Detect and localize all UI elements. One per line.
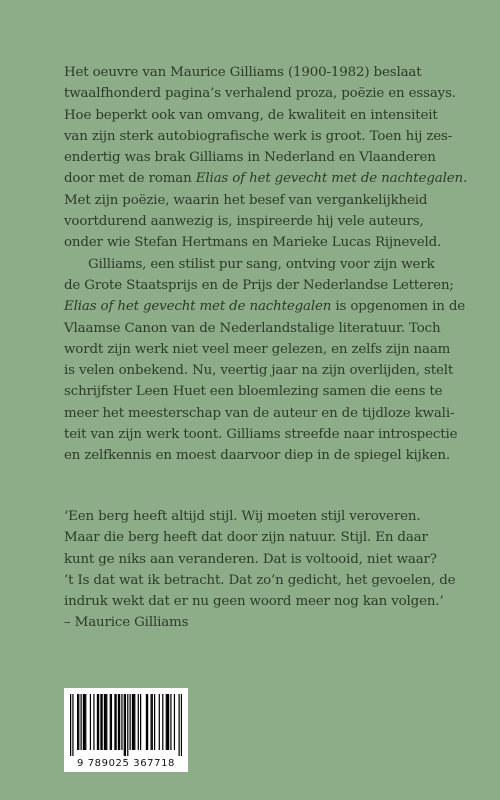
barcode-bar [166,694,167,750]
paragraph-2 [64,254,466,467]
text-line: onder wie Stefan Hertmans en Marieke Lucas Rijneveld. [64,235,442,251]
author-quote [64,506,456,634]
book-title: Elias of het gevecht met de nachtegalen [195,171,463,187]
quote-line: ‘Een berg heeft altijd stijl. Wij moeten stijl veroveren. [64,509,421,524]
barcode-bar [132,694,133,750]
text-line: endertig was brak Gilliams in Nederland en Vlaanderen [64,150,436,166]
quote-line: ’t Is dat wat ik betracht. Dat zo’n gedicht, het gevoelen, de [64,572,456,588]
barcode-bar [147,694,148,750]
barcode-bar [125,694,126,756]
barcode-bar [85,694,86,750]
barcode-bar [116,694,117,750]
text-line: Gilliams, een stilist pur sang, ontving voor zijn werk [88,256,435,272]
barcode-bar [162,694,163,750]
text-line: schrijfster Leen Huet een bloemlezing samen die eens te [64,384,443,400]
barcode-bar [167,694,168,750]
text-line: teit van zijn werk toont. Gilliams streefde naar introspectie [64,427,458,443]
text-fragment: is opgenomen in de [335,299,466,315]
quote-line: Maar die berg heeft dat door zijn natuur. Stijl. En daar [64,530,428,546]
barcode-bar [111,694,112,750]
quote-line: kunt ge niks aan veranderen. Dat is voltooid, niet waar? [64,551,437,567]
barcode-bar [97,694,98,750]
barcode-bar [168,694,169,750]
text-line: Het oeuvre van Maurice Gilliams (1900-1982) beslaat [64,65,422,80]
barcode-bar [140,694,141,750]
text-line: van zijn sterk autobiografische werk is groot. Toen hij zes- [64,128,453,144]
text-line: de Grote Staatsprijs en de Prijs der Nederlandse Letteren; [64,277,454,293]
barcode-bar [114,694,115,750]
text-line [64,168,468,189]
barcode-bar [83,694,84,750]
barcode-bar [151,694,152,750]
text-line: Met zijn poëzie, waarin het besef van vergankelijkheid [64,192,428,208]
barcode-bar [81,694,82,750]
barcode-bar [110,694,111,750]
text-line: en zelfkennis en moest daarvoor diep in de spiegel kijken. [64,448,450,464]
barcode-bar [179,694,180,756]
book-title: Elias of het gevecht met de nachtegalen [64,299,332,315]
barcode-bar [146,694,147,750]
isbn-number: 9 789025 367718 [76,758,176,769]
barcode-bar [104,694,105,750]
text-line: Hoe beperkt ook van omvang, de kwaliteit en intensiteit [64,107,438,123]
text-line: Vlaamse Canon van de Nederlandstalige literatuur. Toch [64,320,441,336]
barcode-bars [70,694,182,756]
text-line [64,296,466,317]
text-line: wordt zijn werk niet veel meer gelezen, en zelfs zijn naam [64,341,451,357]
barcode-bar [100,694,101,750]
barcode-bar [119,694,120,750]
text-line: voortdurend aanwezig is, inspireerde hij vele auteurs, [64,214,424,230]
barcode-bar [118,694,119,750]
barcode-bar [78,694,79,750]
barcode-bar [93,694,94,750]
barcode-bar [105,694,106,750]
paragraph-1 [64,62,468,254]
barcode-bar [70,694,71,756]
text-line: meer het meesterschap van de auteur en de tijdloze kwali- [64,405,455,421]
barcode-bar [72,694,73,756]
text-line: is velen onbekend. Nu, veertig jaar na zijn overlijden, stelt [64,363,454,379]
barcode-bar [102,694,103,750]
quote-attribution: – Maurice Gilliams [64,615,189,631]
barcode-bar [77,694,78,750]
text-line: twaalfhonderd pagina’s verhalend proza, poëzie en essays. [64,86,456,102]
barcode-bar [159,694,160,750]
text-fragment: door met de roman [64,171,192,187]
punctuation: . [462,171,468,187]
barcode-bar [133,694,134,750]
barcode-bar [181,694,182,756]
barcode-bar [154,694,155,750]
barcode-bar [106,694,107,750]
quote-line: indruk wekt dat er nu geen woord meer nog kan volgen.’ [64,594,444,610]
barcode-bar [98,694,99,750]
isbn-barcode [64,688,188,772]
barcode-bar [124,694,125,756]
barcode-bar [134,694,135,750]
barcode-bar [127,694,128,756]
description-text [64,62,468,467]
barcode-bar [174,694,175,750]
barcode-bar [84,694,85,750]
barcode-bar [138,694,139,750]
barcode-bar [90,694,91,750]
barcode-bar [130,694,131,750]
barcode-bar [170,694,171,750]
barcode-bar [152,694,153,750]
barcode-bar [121,694,122,750]
